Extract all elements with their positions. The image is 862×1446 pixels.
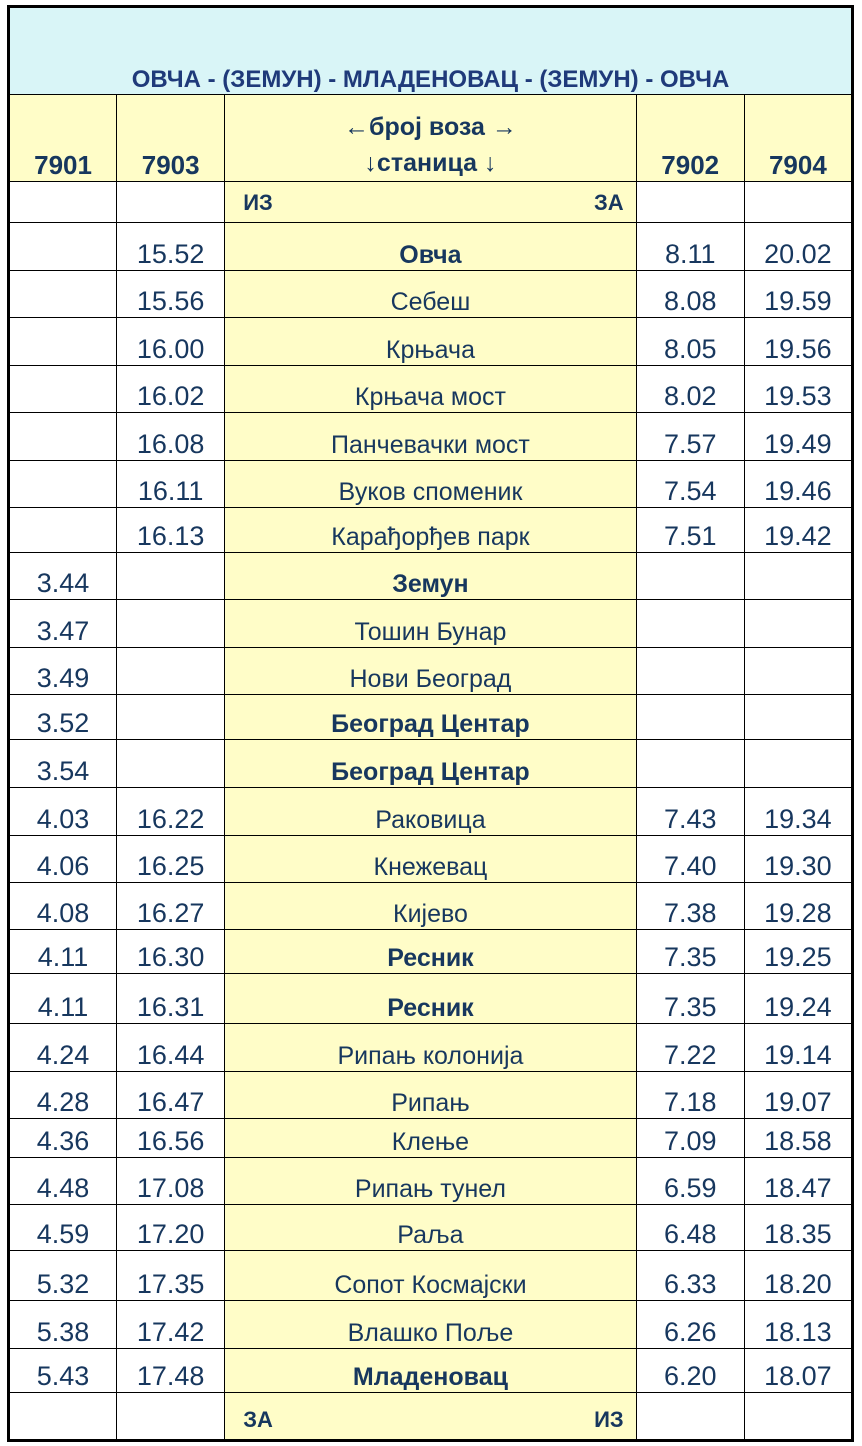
time-7901 [9,413,117,460]
time-7904 [744,552,852,599]
time-7901 [9,223,117,270]
time-7901: 3.49 [9,647,117,694]
time-7904: 19.49 [744,413,852,460]
table-row [9,318,853,365]
time-7902: 7.40 [636,835,744,882]
time-7902: 6.33 [636,1250,744,1301]
time-7904: 19.30 [744,835,852,882]
station-name: Кијево [225,882,636,929]
time-7904: 18.35 [744,1205,852,1250]
time-7904: 19.25 [744,930,852,973]
station-name: Панчевачки мост [225,413,636,460]
train-number-caption: ←број воза → [344,112,517,141]
train-number-7902: 7902 [636,94,744,181]
table-row [9,1119,853,1157]
direction-from-label: ИЗ [243,190,273,216]
time-7904 [744,739,852,788]
time-7903: 16.27 [117,882,225,929]
time-7902: 7.57 [636,413,744,460]
time-7901: 4.03 [9,788,117,835]
empty-cell [117,181,225,222]
time-7904: 18.58 [744,1119,852,1157]
station-name: Карађорђев парк [225,508,636,552]
time-7902: 6.48 [636,1205,744,1250]
time-7902 [636,695,744,739]
station-name: Сопот Космајски [225,1250,636,1301]
timetable [7,5,854,1442]
station-name: Раља [225,1205,636,1250]
station-name: Себеш [225,270,636,317]
train-number-7903: 7903 [117,94,225,181]
time-7903: 17.20 [117,1205,225,1250]
time-7903 [117,552,225,599]
empty-cell [9,1393,117,1441]
empty-cell [636,181,744,222]
time-7903: 16.02 [117,365,225,412]
table-row [9,973,853,1024]
time-7904: 19.07 [744,1071,852,1118]
table-row [9,460,853,507]
time-7903: 17.42 [117,1301,225,1348]
time-7903: 17.08 [117,1157,225,1204]
table-row [9,270,853,317]
time-7904: 19.34 [744,788,852,835]
time-7902 [636,552,744,599]
time-7902: 6.20 [636,1348,744,1392]
time-7902: 7.38 [636,882,744,929]
time-7901: 4.11 [9,930,117,973]
time-7904 [744,695,852,739]
time-7903: 16.13 [117,508,225,552]
time-7902: 8.02 [636,365,744,412]
time-7903 [117,695,225,739]
station-name: Нови Београд [225,647,636,694]
empty-cell [744,1393,852,1441]
time-7901: 4.08 [9,882,117,929]
station-name: Крњача [225,318,636,365]
table-row [9,508,853,552]
time-7901 [9,270,117,317]
table-row [9,1250,853,1301]
time-7903: 16.22 [117,788,225,835]
time-7903 [117,739,225,788]
time-7902: 6.59 [636,1157,744,1204]
time-7904 [744,647,852,694]
time-7901: 4.59 [9,1205,117,1250]
time-7904: 19.56 [744,318,852,365]
direction-label-row [225,181,636,222]
time-7904: 19.59 [744,270,852,317]
table-row [9,600,853,647]
direction-label-row [225,1393,636,1441]
table-row [9,695,853,739]
time-7903: 15.52 [117,223,225,270]
train-number-7904: 7904 [744,94,852,181]
time-7901: 5.43 [9,1348,117,1392]
time-7901: 4.24 [9,1024,117,1071]
time-7902: 7.35 [636,973,744,1024]
time-7903: 16.00 [117,318,225,365]
time-7902: 7.51 [636,508,744,552]
time-7903: 16.44 [117,1024,225,1071]
time-7901: 5.32 [9,1250,117,1301]
time-7902: 7.22 [636,1024,744,1071]
station-name: Ресник [225,930,636,973]
time-7902: 8.05 [636,318,744,365]
time-7902: 8.08 [636,270,744,317]
table-row [9,1348,853,1392]
table-row [9,882,853,929]
empty-cell [9,181,117,222]
time-7901: 3.54 [9,739,117,788]
time-7904: 19.53 [744,365,852,412]
station-name: Клење [225,1119,636,1157]
station-name: Рипањ тунел [225,1157,636,1204]
time-7901: 3.44 [9,552,117,599]
table-row [9,413,853,460]
station-name: Београд Центар [225,739,636,788]
time-7904: 19.24 [744,973,852,1024]
time-7903: 17.48 [117,1348,225,1392]
time-7904: 18.20 [744,1250,852,1301]
station-name: Влашко Поље [225,1301,636,1348]
table-row [9,835,853,882]
table-row [9,223,853,270]
time-7901: 4.06 [9,835,117,882]
time-7902: 7.09 [636,1119,744,1157]
time-7904: 19.46 [744,460,852,507]
station-name: Ресник [225,973,636,1024]
station-name: Овча [225,223,636,270]
station-name: Младеновац [225,1348,636,1392]
time-7902 [636,739,744,788]
time-7901 [9,508,117,552]
station-name: Рипањ колонија [225,1024,636,1071]
time-7901: 3.52 [9,695,117,739]
time-7903: 16.56 [117,1119,225,1157]
table-row [9,1205,853,1250]
time-7903: 16.30 [117,930,225,973]
table-row [9,739,853,788]
table-row [9,788,853,835]
time-7902 [636,647,744,694]
table-footer-row [9,1393,853,1441]
station-name: Београд Центар [225,695,636,739]
time-7904: 19.42 [744,508,852,552]
time-7904: 19.14 [744,1024,852,1071]
time-7904: 18.13 [744,1301,852,1348]
time-7901: 4.11 [9,973,117,1024]
station-column-header [225,94,636,181]
station-name: Рипањ [225,1071,636,1118]
time-7903: 17.35 [117,1250,225,1301]
time-7901 [9,318,117,365]
time-7901: 5.38 [9,1301,117,1348]
time-7903: 16.08 [117,413,225,460]
station-name: Крњача мост [225,365,636,412]
table-row [9,552,853,599]
station-name: Тошин Бунар [225,600,636,647]
table-row [9,647,853,694]
table-row [9,1157,853,1204]
page-title: ОВЧА - (ЗЕМУН) - МЛАДЕНОВАЦ - (ЗЕМУН) - ОВЧА [9,7,853,95]
station-name: Кнежевац [225,835,636,882]
station-name: Земун [225,552,636,599]
time-7901: 4.28 [9,1071,117,1118]
empty-cell [636,1393,744,1441]
time-7903 [117,647,225,694]
time-7901: 3.47 [9,600,117,647]
time-7902: 6.26 [636,1301,744,1348]
station-name: Вуков споменик [225,460,636,507]
time-7902 [636,600,744,647]
time-7904 [744,600,852,647]
time-7903 [117,600,225,647]
time-7903: 16.31 [117,973,225,1024]
station-caption: ↓станица ↓ [364,148,497,177]
time-7901 [9,460,117,507]
time-7904: 18.47 [744,1157,852,1204]
time-7901: 4.36 [9,1119,117,1157]
table-row [9,930,853,973]
empty-cell [117,1393,225,1441]
empty-cell [744,181,852,222]
direction-to-label: ЗА [594,190,624,216]
time-7903: 16.47 [117,1071,225,1118]
time-7903: 16.11 [117,460,225,507]
table-row [9,365,853,412]
time-7904: 19.28 [744,882,852,929]
time-7901 [9,365,117,412]
station-name: Раковица [225,788,636,835]
table-row [9,1024,853,1071]
time-7902: 8.11 [636,223,744,270]
time-7902: 7.54 [636,460,744,507]
direction-from-label: ИЗ [594,1407,624,1432]
time-7903: 16.25 [117,835,225,882]
train-number-7901: 7901 [9,94,117,181]
time-7901: 4.48 [9,1157,117,1204]
time-7902: 7.18 [636,1071,744,1118]
table-row [9,1301,853,1348]
time-7902: 7.43 [636,788,744,835]
time-7904: 20.02 [744,223,852,270]
table-row [9,1071,853,1118]
time-7903: 15.56 [117,270,225,317]
time-7904: 18.07 [744,1348,852,1392]
time-7902: 7.35 [636,930,744,973]
direction-to-label: ЗА [243,1407,273,1432]
